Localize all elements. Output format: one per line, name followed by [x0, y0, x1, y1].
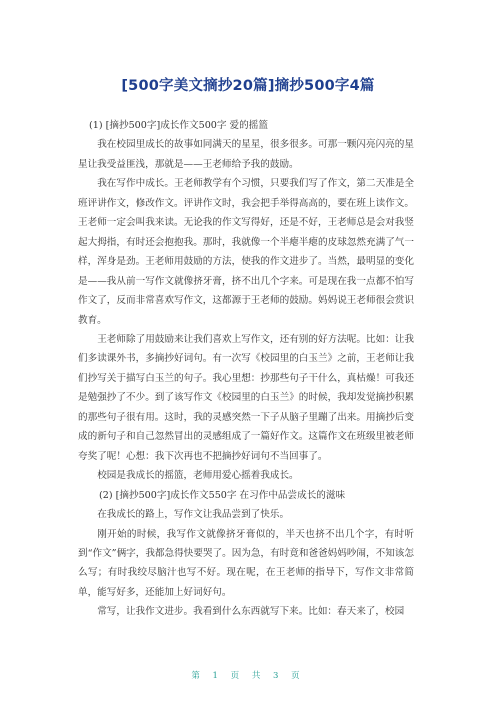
- paragraph: 王老师除了用鼓励来让我们喜欢上写作文，还有别的好方法呢。比如：让我们多读课外书，多摘抄好词句。有一次写《校园里的白玉兰》之前，王老师让我们抄写关于描写白玉兰的句子。我心里想：抄那些句子干什么，真枯燥！可我还是勉强抄了不少。到了该写作文《校园里的白玉兰》的时候，我却发觉摘抄积累的那些句子很有用。这时，我的灵感突然一下子从脑子里蹦了出来。用摘抄后变成的新句子和自己忽然冒出的灵感组成了一篇好作文。这篇作文在班级里被老师夸奖了呢！心想：我下次再也不把摘抄好词句不当回事了。: [78, 333, 414, 462]
- paragraph: 常写，让我作文进步。我看到什么东西就写下来。比如：春天来了，校园: [97, 606, 405, 618]
- document-body: [78, 116, 414, 622]
- paragraph: 我在校园里成长的故事如同满天的星星，很多很多。可那一颗闪亮闪亮的星星让我受益匪浅，那就是——王老师给予我的鼓励。: [78, 139, 414, 170]
- paragraph: 刚开始的时候，我写作文就像挤牙膏似的，半天也挤不出几个字，有时听到“作文”俩字，我都急得快要哭了。因为急，有时竟和爸爸妈妈吵闹，不知该怎么写；有时我绞尽脑汁也写不好。现在呢，在王老师的指导下，写作文非常简单，能写好多，还能加上好词好句。: [78, 528, 414, 598]
- document-title: [500字美文摘抄20篇]摘抄500字4篇: [121, 78, 375, 94]
- paragraph: 校园是我成长的摇篮，老师用爱心摇着我成长。: [97, 470, 299, 482]
- section-heading: (1) [摘抄500字]成长作文500字 爱的摇篮: [89, 120, 268, 131]
- section-heading: (2) [摘抄500字]成长作文550字 在习作中品尝成长的滋味: [99, 489, 346, 501]
- paragraph: 我在写作中成长。王老师教学有个习惯，只要我们写了作文，第二天准是全班评讲作文，修改作文。评讲作文时，我会把手举得高高的，要在班上读作文。王老师一定会叫我来读。无论我的作文写得好，还是不好，王老师总是会对我竖起大拇指，有时还会抱抱我。那时，我就像一个半瘪半瘪的皮球忽然充满了气一样，浑身是劲。王老师用鼓励的方法，使我的作文进步了。当然，最明显的变化是——我从前一写作文就像挤牙膏，挤不出几个字来。可是现在我一点都不怕写作文了，反而非常喜欢写作文，这都源于王老师的鼓励。妈妈说王老师很会赏识教育。: [78, 178, 414, 326]
- paragraph: 在我成长的路上，写作文让我品尝到了快乐。: [97, 509, 290, 521]
- page-footer: 第 1 页 共 3 页: [191, 671, 305, 681]
